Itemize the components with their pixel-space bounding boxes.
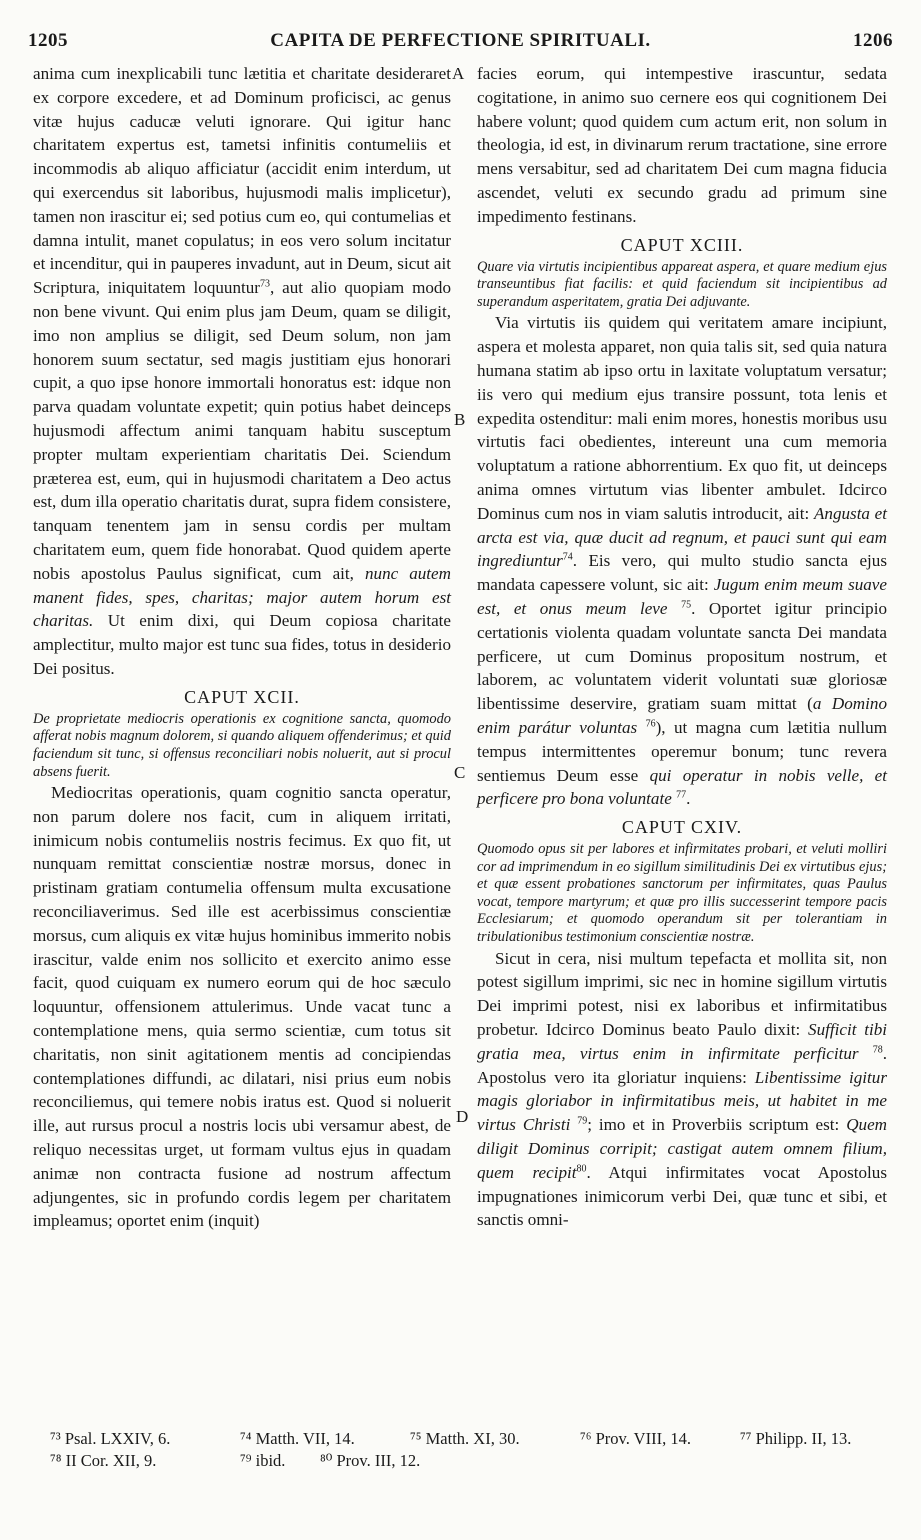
footnote-ref: 76 (645, 718, 656, 730)
margin-letter-b: B (454, 410, 466, 429)
left-paragraph-2: Mediocritas operationis, quam cognitio sancta operatur, non parum dolere nos facit, cum in aliquem irritati, inimicum nobis contumeliis nostris fecimus. Ex quo fit, ut nunquam remittat conscientiæ nostræ morsus, donec in pristinam gratiam contumelia offensum multa excusatione reconciliaverimus. Sed ille est acerbissimus conscientiæ morsus, cum aliquis ex vitæ hujus hominibus immerito nobis irascitur, valde enim nos sollicito et exercito animo esse facit, quod cuiquam ex numero eorum qui de hoc sæculo loquuntur, offensionem attulerimus. Unde vacat tunc a contemplatione mens, quia sermo scientiæ, cum totus sit charitatis, non sinit agitationem mentis ad concipiendas contemplationes diffundi, ac dilatari, nisi prius eum nobis reconciliemus, qui temere nobis iratus est. Quod si noluerit ille, aut rursus procul a nostris locis ubi versamur abest, de reliquo necessitas urget, ut formam vultus ejus in quadam animæ non contracta fusione ad nostrum affectum adjungentes, sic in profundo cordis legem per charitatem impleamus; oportet enim (inquit) (33, 783, 451, 1231)
margin-letter-c: C (454, 763, 466, 782)
footnote: ⁷⁴ Matth. VII, 14. (240, 1429, 355, 1448)
left-column (33, 62, 451, 1233)
running-title: CAPITA DE PERFECTIONE SPIRITUALI. (270, 30, 651, 51)
page-number-left: 1205 (28, 30, 68, 51)
footnote-ref: 74 (562, 551, 573, 563)
scripture-quote: nunc autem manent fides, spes, charitas; major autem horum est charitas. (33, 563, 451, 631)
chapter-heading-xcii: CAPUT XCII. (184, 686, 300, 707)
left-paragraph-1: anima cum inexplicabili tunc lætitia et charitate desideraret ex corpore excedere, et ad Dominum proficisci, ac genus vitæ hujus caducæ veluti ignorare. Qui igitur hanc charitatem expertus est, tametsi infinitis contumeliis et incommodis ab aliquo afficiatur (accidit enim interdum, ut qui exercendus sit laboribus, hujusmodi malis implicetur), tamen non irascitur ei; sed potius cum eo, qui contumelias et damna intulit, manet copulatus; in eos vero solum incitatur et incenditur, qui in pauperes invadunt, aut in Deum, sicut ait Scriptura, iniquitatem loquuntur$^{73}$, aut alio quopiam modo non bene vivunt. Qui enim plus jam Deum, quam se diligit, imo non amplius se diligit, sed Deum solum, non jam honorem suum sectatur, sed magis justitiam ejus honorari cupit, a quo ipse honore immortali honoratus est: idque non parva quadam voluntate expetit; quin potius habet deinceps hujusmodi affectum animi tanquam habitu susceptum propter multam experientiam charitatis Dei. Sciendum præterea est, eum, qui in hujusmodi charitatem a Deo actus est, dum illa operatio charitatis durat, supra fidem consistere, tanquam tenentem jam in sensu cordis per multam charitatem eum, quem fide honorabat. Quod quidem aperte nobis apostolus Paulus significat, cum ait, nunc autem manent fides, spes, charitas; major autem horum est charitas. Ut enim dixi, qui Deum copiosa charitate amplectitur, multo major est tunc sua fides, totus in desiderio Dei positus. (33, 64, 452, 678)
footnote: ⁷³ Psal. LXXIV, 6. (50, 1429, 171, 1448)
footnote-row (50, 1450, 891, 1472)
footnote: ⁷⁶ Prov. VIII, 14. (580, 1429, 691, 1448)
right-column (477, 62, 887, 1232)
footnote: ⁷⁷ Philipp. II, 13. (740, 1429, 852, 1448)
scripture-quote: Jugum enim meum suave est, et onus meum leve (477, 575, 887, 618)
footnote-ref: 79 (577, 1115, 588, 1127)
footnote: ⁸⁰ Prov. III, 12. (320, 1451, 421, 1470)
page-number-right: 1206 (853, 30, 893, 51)
chapter-summary-cxiv: Quomodo opus sit per labores et infirmitates probari, et veluti molliri cor ad imprimendum in eo sigillum similitudinis Dei ex virtutibus ejus; et quæ essent probationes sanctorum per infirmitates, quas Paulus vocat, tempore martyrum; et quæ pro illis successerint tempore pacis Ecclesiarum; et quomodo operandum sit per tolerantiam in tribulationibus testimonium conscientiæ nostræ. (477, 841, 887, 946)
footnote-row (50, 1428, 891, 1450)
chapter-summary-xciii: Quare via virtutis incipientibus appareat aspera, et quare medium ejus transeuntibus fiat facilis: et quid faciendum sit incipientibus ad superandum asperitatem, gratia Dei adjuvante. (477, 258, 887, 310)
footnote-ref: 73 (260, 278, 270, 290)
scripture-quote: qui operatur in nobis velle, et perficere pro bona voluntate (477, 765, 887, 809)
right-paragraph-2: Via virtutis iis quidem qui veritatem amare incipiunt, aspera et molesta apparet, non quia talis sit, sed quia natura humana statim ab ipso ortu in laxitate voluptatum versatur; iis vero qui medium ejus transire possunt, tota lenis et expedita ostenditur: mali enim mores, honestis moribus usu virtutis faci obedientes, intereunt una cum memoria voluptatum a ratione abhorrentium. Ex quo fit, ut deinceps anima omnes virtutum vias libenter ambulet. Idcirco Dominus cum nos in viam salutis introducit, ait: Angusta et arcta est via, quæ ducit ad regnum, et pauci sunt qui eam ingrediuntur$^{74}$. Eis vero, qui multo studio sancta ejus mandata capessere volunt, sic ait: Jugum enim meum suave est, et onus meum leve $^{75}$. Oportet igitur principio certationis violenta quadam voluntate sancta Dei mandata perficere, ut cum Dominus propositum nostrum, et laborem, ac voluntatem viderit voluntati suæ gloriosæ libentissime deservire, gratiam suam mittat (a Domino enim parátur voluntas $^{76}$), ut magna cum lætitia nullum tempus intermittentes operemur bonum; tunc revera sentiemus Deum esse qui operatur in nobis velle, et perficere pro bona voluntate $^{77}$. (477, 313, 887, 809)
scripture-quote: Angusta et arcta est via, quæ ducit ad regnum, et pauci sunt qui eam ingrediuntur (477, 503, 887, 571)
footnote-ref: 80 (576, 1163, 587, 1175)
footnotes (50, 1428, 891, 1472)
footnote-ref: 78 (872, 1044, 883, 1056)
chapter-heading-xciii: CAPUT XCIII. (620, 234, 744, 255)
footnote: ⁷⁹ ibid. (240, 1451, 286, 1470)
right-paragraph-3: Sicut in cera, nisi multum tepefacta et mollita sit, non potest sigillum imprimi, sic nec in homine sigillum virtutis Dei imprimi potest, nisi ex laboribus et infirmitatibus probetur. Idcirco Dominus beato Paulo dixit: Sufficit tibi gratia mea, virtus enim in infirmitate perficitur $^{78}$. Apostolus vero ita gloriatur inquiens: Libentissime igitur magis gloriabor in infirmitatibus meis, ut habitet in me virtus Christi $^{79}$; imo et in Proverbiis scriptum est: Quem diligit Dominus corripit; castigat autem omnem filium, quem recipit$^{80}$. Atqui infirmitates vocat Apostolus impugnationes inimicorum verbi Dei, quæ tunc et sibi, et sanctis omni- (477, 948, 888, 1230)
scripture-quote: a Domino enim parátur voluntas (477, 694, 887, 737)
right-paragraph-1: facies eorum, qui intempestive irascuntur, sedata cogitatione, in animo suo cernere eos qui cognitionem Dei habere volunt; quod quidem cum actum erit, non solum in theologia, id est, in divinarum rerum tractatione, sine errore mens versabitur, sed ad charitatem Dei cum magna fiducia ascendet, veluti ex secundo gradu ad primum sine impedimento festinans. (477, 64, 887, 226)
margin-letter-d: D (456, 1107, 469, 1126)
chapter-heading-cxiv: CAPUT CXIV. (621, 817, 743, 838)
footnote-ref: 77 (676, 789, 687, 801)
footnote: ⁷⁸ II Cor. XII, 9. (50, 1451, 157, 1470)
scripture-quote: Libentissime igitur magis gloriabor in infirmitatibus meis, ut habitet in me virtus Christi (477, 1067, 887, 1135)
chapter-summary-xcii: De proprietate mediocris operationis ex cognitione sancta, quomodo afferat nobis magnum dolorem, si quando aliquem offenderimus; et quid faciendum sit tunc, si offensus reconciliari nobis noluerit, aut si procul absens fuerit. (33, 710, 451, 780)
footnote: ⁷⁵ Matth. XI, 30. (410, 1429, 520, 1448)
footnote-ref: 75 (681, 599, 692, 611)
scripture-quote: Sufficit tibi gratia mea, virtus enim in infirmitate perficitur (477, 1020, 888, 1063)
running-header (28, 30, 893, 56)
margin-letter-a: A (452, 64, 465, 83)
scripture-quote: Quem diligit Dominus corripit; castigat autem omnem filium, quem recipit (477, 1115, 888, 1182)
